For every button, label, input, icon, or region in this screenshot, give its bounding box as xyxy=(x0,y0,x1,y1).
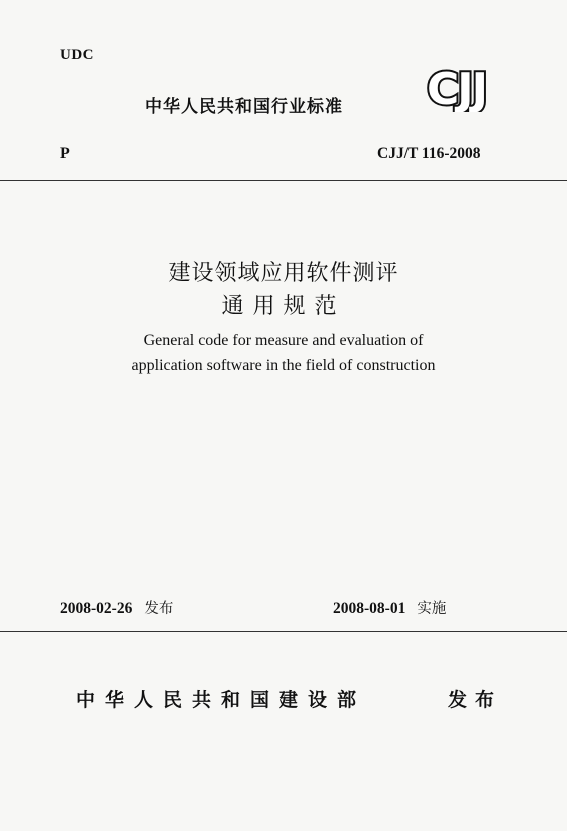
top-divider xyxy=(0,180,567,181)
bottom-divider xyxy=(0,631,567,632)
classification-code: P xyxy=(60,145,70,162)
effective-date-block xyxy=(333,597,446,618)
title-english-line1: General code for measure and evaluation of xyxy=(143,332,424,349)
industry-standard-title: 中华人民共和国行业标准 xyxy=(145,97,343,117)
udc-label: UDC xyxy=(60,47,94,63)
issuing-ministry: 中华人民共和国建设部 xyxy=(76,689,367,711)
title-chinese-line1: 建设领域应用软件测评 xyxy=(168,261,399,286)
issue-date-block xyxy=(60,597,173,618)
cjj-logo-text: CJJ xyxy=(427,64,487,112)
cjj-logo xyxy=(425,62,523,112)
issuing-label: 发布 xyxy=(448,689,503,711)
issue-date: 2008-02-26 xyxy=(60,600,133,617)
issue-date-label: 发布 xyxy=(144,601,174,617)
effective-date: 2008-08-01 xyxy=(333,600,406,617)
standard-number: CJJ/T 116-2008 xyxy=(377,145,481,162)
title-english-line2: application software in the field of construction xyxy=(131,357,436,374)
effective-date-label: 实施 xyxy=(417,601,447,617)
title-chinese-line2: 通用规范 xyxy=(221,294,346,319)
